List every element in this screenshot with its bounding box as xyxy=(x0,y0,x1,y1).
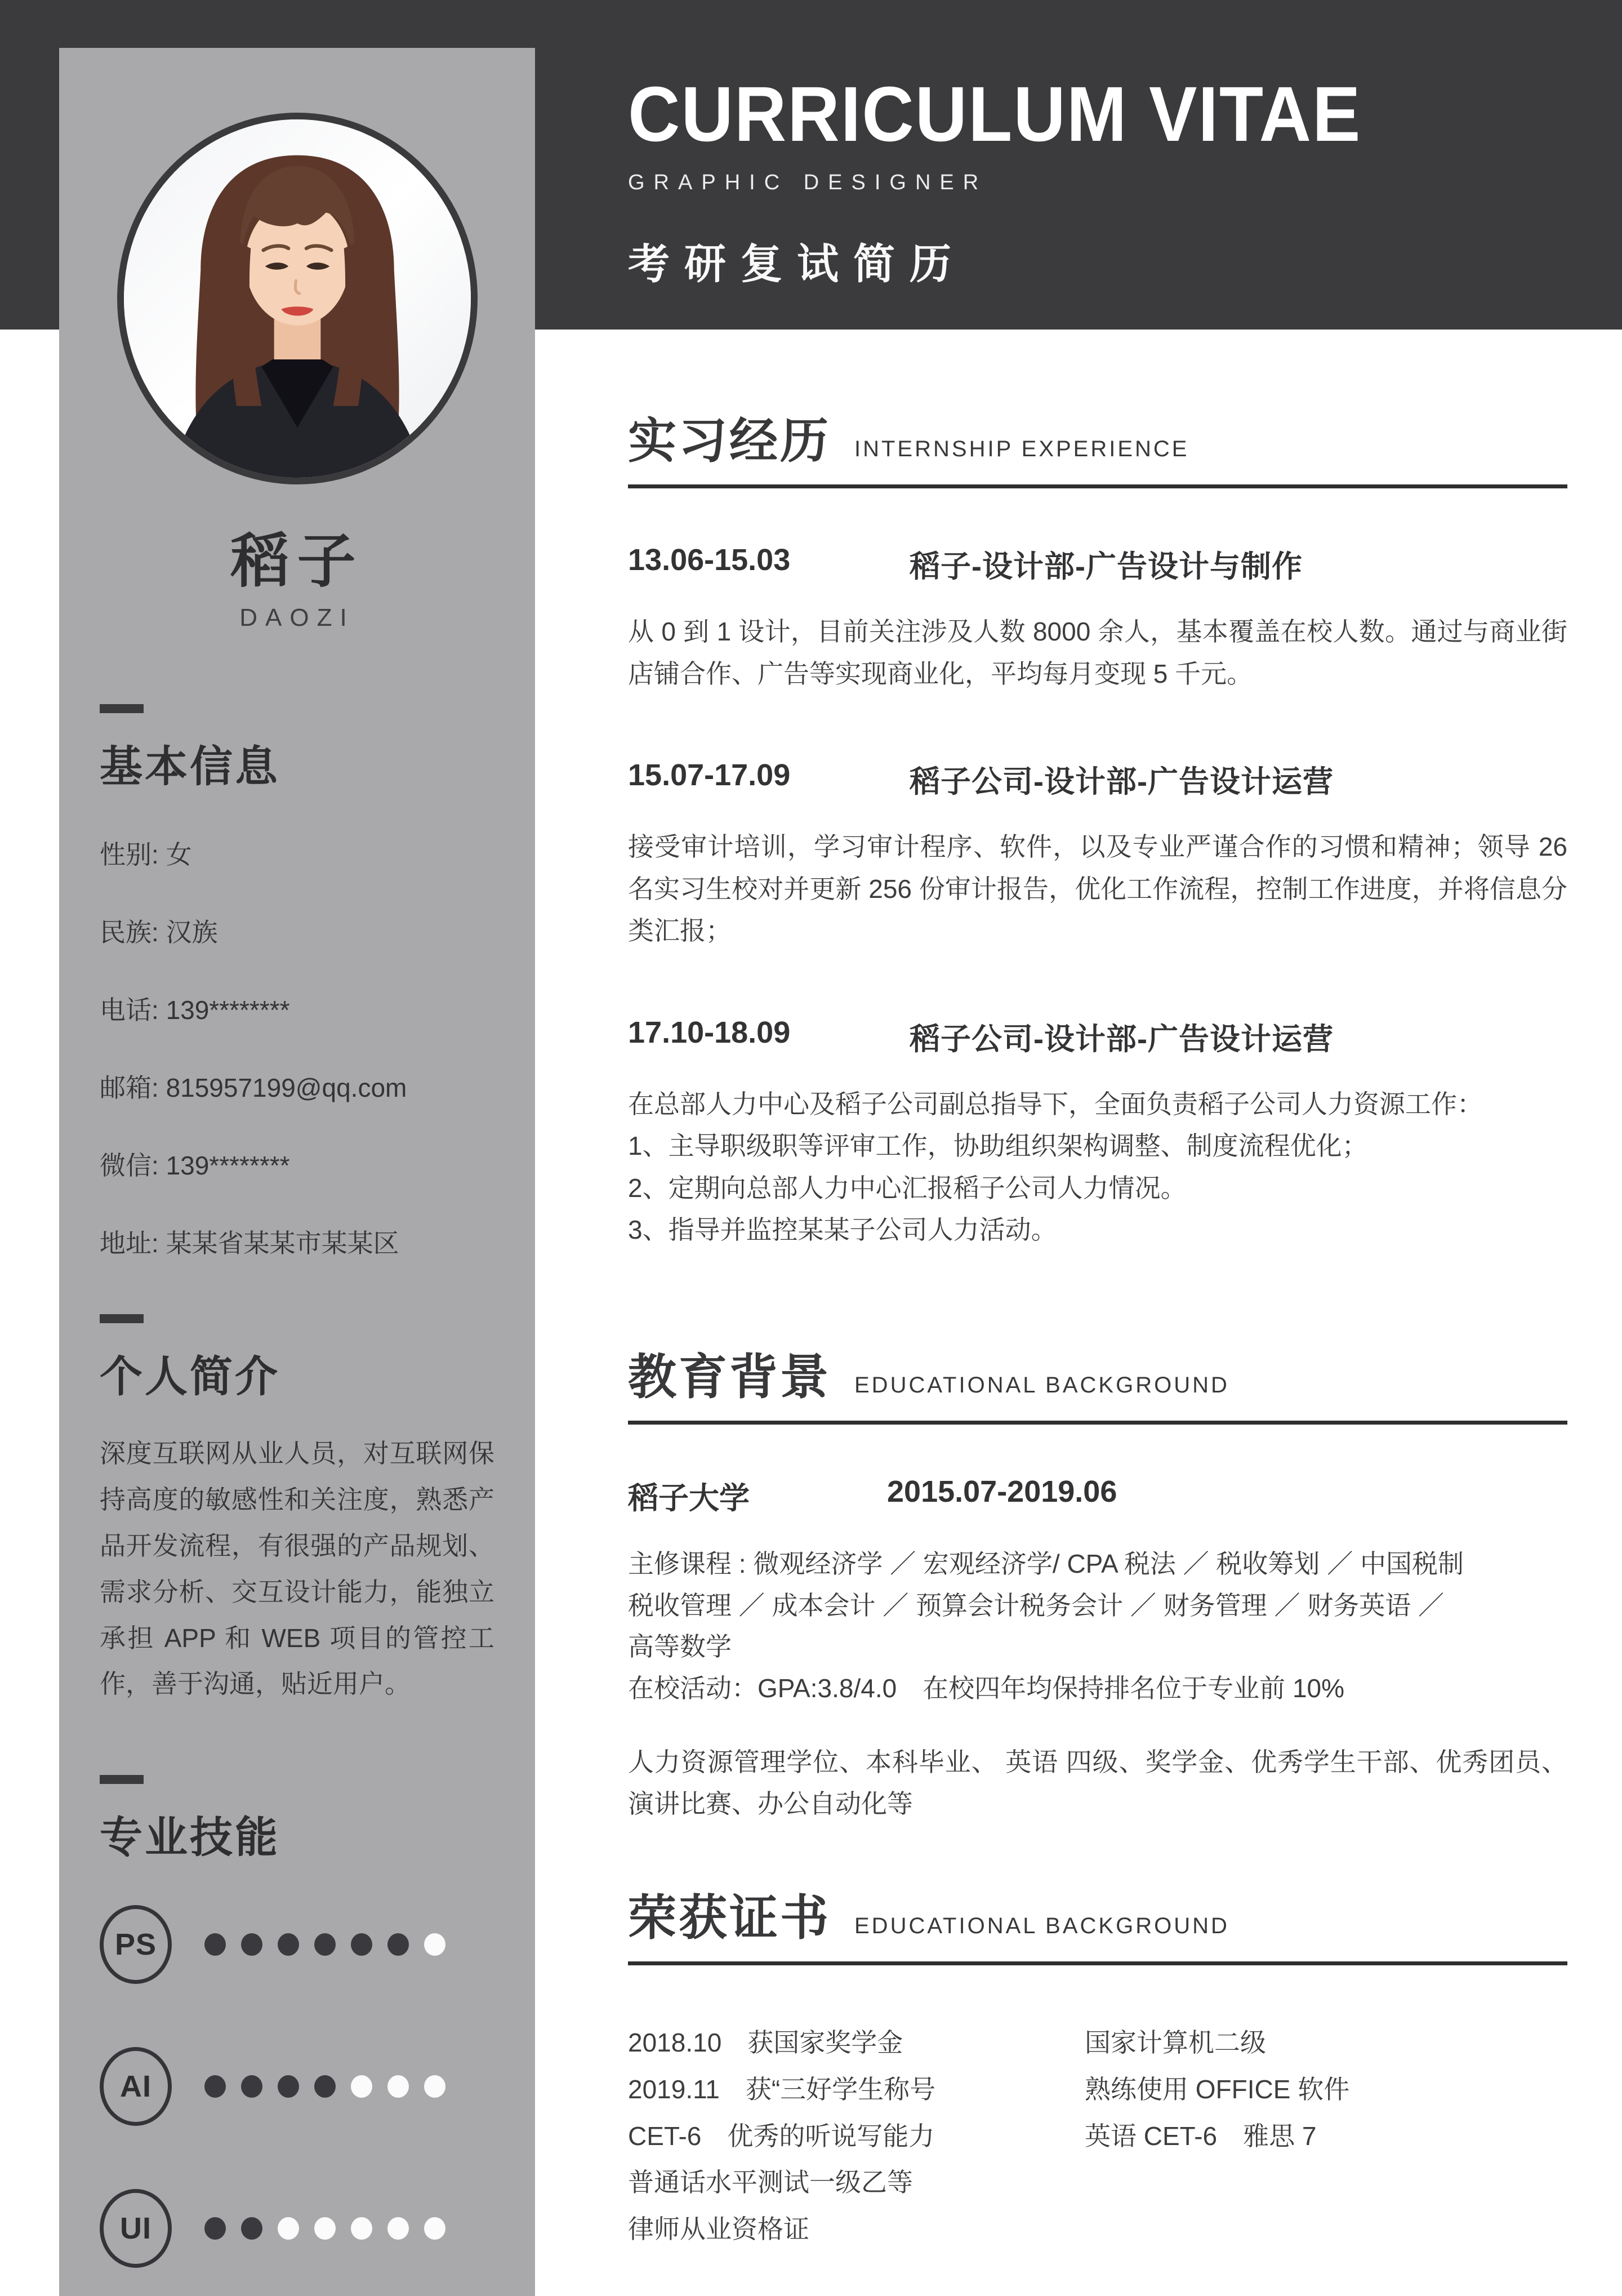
entry-body xyxy=(628,1083,1567,1251)
info-label: 电话: xyxy=(100,995,159,1025)
skill-dot xyxy=(204,2217,226,2240)
certificate-item: 2018.10 获国家奖学金 xyxy=(628,2028,903,2057)
internship-heading-row xyxy=(628,414,1567,468)
info-label: 邮箱: xyxy=(100,1073,159,1102)
certificate-item: 律师从业资格证 xyxy=(628,2214,809,2244)
skill-list xyxy=(100,1905,494,2268)
certificates-left-column xyxy=(628,2019,1085,2253)
sidebar xyxy=(59,48,535,2296)
entry-line: 3、指导并监控某某子公司人力活动。 xyxy=(628,1215,1057,1245)
avatar xyxy=(117,113,478,484)
certificates-grid xyxy=(628,2019,1567,2253)
profile-text: 深度互联网从业人员，对互联网保持高度的敏感性和关注度，熟悉产品开发流程，有很强的产品规划、需求分析、交互设计能力，能独立承担 APP 和 WEB 项目的管控工作，善于沟通，贴近用户。 xyxy=(100,1439,494,1699)
skill-dot xyxy=(241,2217,262,2240)
section-dash xyxy=(100,1314,144,1323)
page-tagline: 考研复试简历 xyxy=(628,240,966,287)
basic-info-list xyxy=(100,834,494,1260)
info-value: 女 xyxy=(166,840,192,869)
skill-dots-ps xyxy=(204,1933,445,1956)
section-dash xyxy=(100,1775,144,1784)
entry-title: 稻子-设计部-广告设计与制作 xyxy=(910,550,1303,584)
certificates-heading-en: EDUCATIONAL BACKGROUND xyxy=(854,1914,1229,1938)
skill-dot xyxy=(314,2075,336,2098)
skill-row-ui xyxy=(100,2189,494,2268)
certificate-item: 英语 CET-6 雅思 7 xyxy=(1085,2121,1317,2151)
entry-title: 稻子公司-设计部-广告设计运营 xyxy=(910,1022,1334,1056)
section-rule xyxy=(628,1421,1567,1425)
education-line: 高等数学 xyxy=(628,1632,732,1662)
profile-heading: 个人简介 xyxy=(100,1353,280,1401)
section-rule xyxy=(628,1961,1567,1965)
skill-dot xyxy=(424,1933,445,1956)
skill-dot xyxy=(387,2217,409,2240)
basic-info-heading: 基本信息 xyxy=(100,743,280,791)
certificate-item: 普通话水平测试一级乙等 xyxy=(628,2168,913,2197)
skill-row-ai xyxy=(100,2047,494,2126)
info-value: 139******** xyxy=(166,995,290,1025)
certificates-heading: 荣获证书 xyxy=(628,1891,831,1945)
skill-dot xyxy=(314,2217,336,2240)
entry-line: 从 0 到 1 设计，目前关注涉及人数 8000 余人，基本覆盖在校人数。通过与商业街店铺合作、广告等实现商业化，平均每月变现 5 千元。 xyxy=(628,617,1567,688)
certificates-right-column xyxy=(1085,2019,1567,2253)
entry-line: 接受审计培训，学习审计程序、软件，以及专业严谨合作的习惯和精神；领导 26 名实习生校对并更新 256 份审计报告，优化工作流程，控制工作进度，并将信息分类汇报； xyxy=(628,832,1567,946)
entry-line: 在总部人力中心及稻子公司副总指导下，全面负责稻子公司人力资源工作： xyxy=(628,1089,1483,1119)
info-label: 民族: xyxy=(100,918,159,947)
internship-entry-3 xyxy=(628,1015,1567,1251)
entry-head xyxy=(628,758,1567,801)
education-details xyxy=(628,1543,1567,1709)
skill-dot xyxy=(204,1933,226,1956)
entry-title: 稻子公司-设计部-广告设计运营 xyxy=(910,765,1334,799)
education-line: 在校活动：GPA:3.8/4.0 在校四年均保持排名位于专业前 10% xyxy=(628,1673,1345,1703)
header xyxy=(628,72,1574,291)
section-profile xyxy=(100,1314,494,1707)
info-row-ethnicity xyxy=(100,912,494,949)
certificates-heading-row xyxy=(628,1891,1567,1945)
info-label: 微信: xyxy=(100,1151,159,1180)
entry-period: 13.06-15.03 xyxy=(628,543,791,577)
skill-dot xyxy=(241,2075,262,2098)
skill-dot xyxy=(387,1933,409,1956)
skill-badge-ui: UI xyxy=(100,2189,172,2268)
info-row-email xyxy=(100,1067,494,1105)
entry-line: 1、主导职级职等评审工作，协助组织架构调整、制度流程优化； xyxy=(628,1131,1368,1161)
school-period: 2015.07-2019.06 xyxy=(887,1475,1117,1509)
entry-head xyxy=(628,542,1567,586)
education-line: 主修课程 : 微观经济学 ／ 宏观经济学/ CPA 税法 ／ 税收筹划 ／ 中国税制 xyxy=(628,1549,1464,1578)
internship-entry-2 xyxy=(628,758,1567,952)
entry-period: 17.10-18.09 xyxy=(628,1015,791,1049)
portrait-illustration xyxy=(124,119,471,478)
skill-dot xyxy=(278,2075,299,2098)
info-label: 地址: xyxy=(100,1229,159,1258)
info-label: 性别: xyxy=(100,840,159,869)
skill-dot xyxy=(351,2217,372,2240)
internship-entry-1 xyxy=(628,542,1567,695)
skill-badge-ps: PS xyxy=(100,1905,172,1984)
certificate-item: 熟练使用 OFFICE 软件 xyxy=(1085,2074,1350,2104)
info-row-wechat xyxy=(100,1145,494,1182)
entry-body xyxy=(628,826,1567,952)
skill-dot xyxy=(424,2075,445,2098)
education-school-row xyxy=(628,1474,1567,1518)
internship-heading: 实习经历 xyxy=(628,414,831,468)
skill-badge-ai: AI xyxy=(100,2047,172,2126)
education-heading-en: EDUCATIONAL BACKGROUND xyxy=(854,1373,1229,1398)
skill-dot xyxy=(278,2217,299,2240)
skill-dots-ui xyxy=(204,2217,445,2240)
section-education xyxy=(628,1350,1567,1825)
section-basic-info xyxy=(100,704,494,1260)
entry-body xyxy=(628,611,1567,695)
skill-dot xyxy=(204,2075,226,2098)
section-internship xyxy=(628,414,1567,1251)
section-certificates xyxy=(628,1891,1567,2253)
info-value: 815957199@qq.com xyxy=(166,1073,407,1102)
education-extra: 人力资源管理学位、本科毕业、 英语 四级、奖学金、优秀学生干部、优秀团员、演讲比赛、办公自动化等 xyxy=(628,1747,1567,1818)
skill-dots-ai xyxy=(204,2075,445,2098)
candidate-name-en: DAOZI xyxy=(239,604,355,631)
info-row-phone xyxy=(100,990,494,1027)
skill-dot xyxy=(351,1933,372,1956)
certificate-item: 国家计算机二级 xyxy=(1085,2028,1266,2057)
entry-period: 15.07-17.09 xyxy=(628,758,791,793)
certificate-item: 2019.11 获“三好学生称号 xyxy=(628,2074,936,2104)
page-subtitle: GRAPHIC DESIGNER xyxy=(628,170,988,194)
internship-heading-en: INTERNSHIP EXPERIENCE xyxy=(854,437,1189,461)
skill-dot xyxy=(351,2075,372,2098)
entry-head xyxy=(628,1015,1567,1058)
section-dash xyxy=(100,704,144,713)
candidate-name: 稻子 xyxy=(230,529,364,594)
info-row-address xyxy=(100,1223,494,1260)
info-value: 某某省某某市某某区 xyxy=(166,1229,399,1258)
skill-dot xyxy=(241,1933,262,1956)
skill-dot xyxy=(314,1933,336,1956)
info-value: 139******** xyxy=(166,1151,290,1180)
section-rule xyxy=(628,484,1567,488)
section-skills xyxy=(100,1775,494,2268)
skills-heading: 专业技能 xyxy=(100,1814,280,1862)
info-row-gender xyxy=(100,834,494,871)
page-title: CURRICULUM VITAE xyxy=(628,70,1362,158)
education-line: 税收管理 ／ 成本会计 ／ 预算会计税务会计 ／ 财务管理 ／ 财务英语 ／ xyxy=(628,1590,1445,1620)
info-value: 汉族 xyxy=(166,918,218,947)
certificate-item: CET-6 优秀的听说写能力 xyxy=(628,2121,935,2151)
skill-row-ps xyxy=(100,1905,494,1984)
education-heading: 教育背景 xyxy=(628,1350,831,1404)
entry-line: 2、定期向总部人力中心汇报稻子公司人力情况。 xyxy=(628,1173,1187,1203)
school-name: 稻子大学 xyxy=(628,1481,750,1515)
skill-dot xyxy=(424,2217,445,2240)
skill-dot xyxy=(387,2075,409,2098)
skill-dot xyxy=(278,1933,299,1956)
education-heading-row xyxy=(628,1350,1567,1404)
